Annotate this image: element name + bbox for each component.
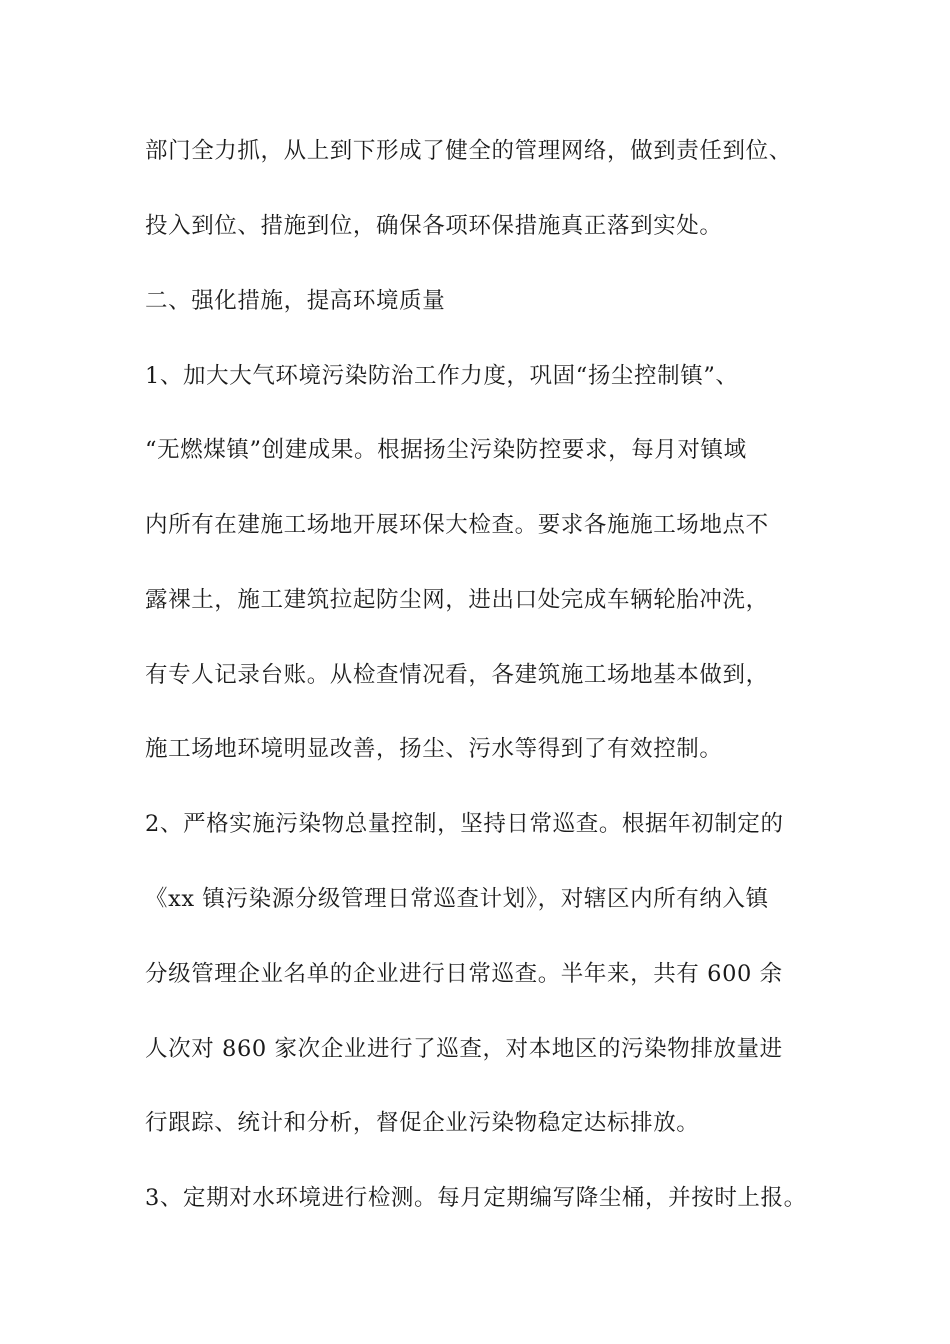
- paragraph-line: “无燃煤镇”创建成果。根据扬尘污染防控要求，每月对镇域: [145, 437, 747, 463]
- paragraph-line: 人次对 860 家次企业进行了巡查，对本地区的污染物排放量进: [145, 1036, 783, 1062]
- paragraph-line: 部门全力抓，从上到下形成了健全的管理网络，做到责任到位、: [145, 138, 792, 164]
- paragraph-line: 1、加大大气环境污染防治工作力度，巩固“扬尘控制镇”、: [145, 363, 739, 389]
- paragraph-line: 《xx 镇污染源分级管理日常巡查计划》，对辖区内所有纳入镇: [145, 886, 769, 912]
- paragraph-line: 3、定期对水环境进行检测。每月定期编写降尘桶，并按时上报。: [145, 1185, 807, 1211]
- section-heading: 二、强化措施，提高环境质量: [145, 288, 446, 314]
- paragraph-line: 露裸土，施工建筑拉起防尘网，进出口处完成车辆轮胎冲洗，: [145, 587, 769, 613]
- paragraph-line: 有专人记录台账。从检查情况看，各建筑施工场地基本做到，: [145, 662, 769, 688]
- paragraph-line: 行跟踪、统计和分析，督促企业污染物稳定达标排放。: [145, 1110, 700, 1136]
- paragraph-line: 分级管理企业名单的企业进行日常巡查。半年来，共有 600 余: [145, 961, 783, 987]
- paragraph-line: 施工场地环境明显改善，扬尘、污水等得到了有效控制。: [145, 736, 723, 762]
- paragraph-line: 投入到位、措施到位，确保各项环保措施真正落到实处。: [145, 213, 723, 239]
- paragraph-line: 2、严格实施污染物总量控制，坚持日常巡查。根据年初制定的: [145, 811, 784, 837]
- paragraph-line: 内所有在建施工场地开展环保大检查。要求各施施工场地点不: [145, 512, 769, 538]
